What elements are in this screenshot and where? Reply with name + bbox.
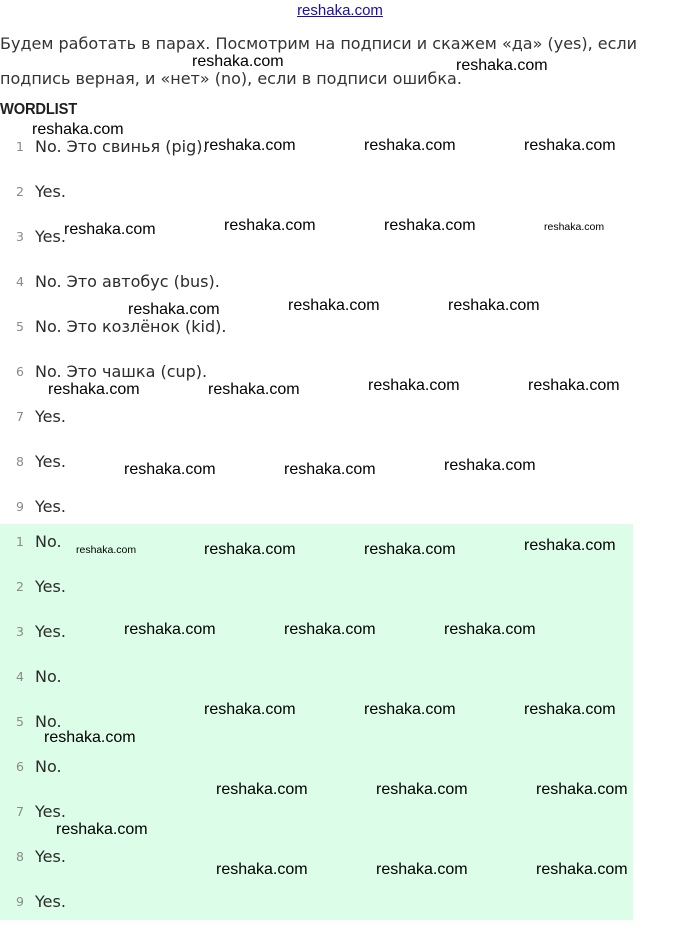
watermark: reshaka.com	[364, 701, 456, 718]
item-number: 1	[16, 139, 24, 154]
list-item	[0, 569, 633, 614]
watermark: reshaka.com	[448, 297, 540, 314]
watermark: reshaka.com	[124, 621, 216, 638]
watermark: reshaka.com	[456, 57, 548, 74]
item-number: 6	[16, 759, 24, 774]
item-number: 7	[16, 409, 24, 424]
list-item	[0, 170, 633, 215]
watermark: reshaka.com	[524, 537, 616, 554]
list-item	[0, 884, 633, 929]
item-number: 3	[16, 624, 24, 639]
watermark: reshaka.com	[536, 861, 628, 878]
item-answer: Yes.	[35, 182, 66, 201]
watermark: reshaka.com	[32, 121, 124, 138]
item-number: 1	[16, 534, 24, 549]
item-number: 9	[16, 499, 24, 514]
item-answer: No. Это автобус (bus).	[35, 272, 220, 291]
item-number: 9	[16, 894, 24, 909]
watermark: reshaka.com	[284, 621, 376, 638]
watermark: reshaka.com	[224, 217, 316, 234]
item-number: 3	[16, 229, 24, 244]
watermark: reshaka.com	[284, 461, 376, 478]
watermark: reshaka.com	[536, 781, 628, 798]
watermark: reshaka.com	[444, 457, 536, 474]
watermark: reshaka.com	[288, 297, 380, 314]
item-answer: No. Это козлёнок (kid).	[35, 317, 227, 336]
watermark: reshaka.com	[128, 301, 220, 318]
item-answer: No.	[35, 712, 62, 731]
watermark: reshaka.com	[524, 701, 616, 718]
wordlist-heading: WORDLIST	[0, 101, 78, 118]
watermark: reshaka.com	[44, 729, 136, 746]
watermark: reshaka.com	[364, 541, 456, 558]
watermark: reshaka.com	[384, 217, 476, 234]
intro-text: Будем работать в парах. Посмотрим на подписи и скажем «да» (yes), если подпись верная, и «нет» (no), если в подписи ошибка.	[0, 34, 638, 88]
item-answer: No.	[35, 532, 62, 551]
item-answer: No. Это чашка (cup).	[35, 362, 208, 381]
watermark: reshaka.com	[204, 701, 296, 718]
watermark: reshaka.com	[544, 221, 605, 233]
watermark: reshaka.com	[204, 137, 296, 154]
item-answer: Yes.	[35, 407, 66, 426]
watermark: reshaka.com	[364, 137, 456, 154]
watermark: reshaka.com	[368, 377, 460, 394]
list-item	[0, 395, 633, 440]
item-number: 5	[16, 319, 24, 334]
watermark: reshaka.com	[524, 137, 616, 154]
item-answer: Yes.	[35, 577, 66, 596]
item-answer: Yes.	[35, 227, 66, 246]
watermark: reshaka.com	[528, 377, 620, 394]
item-answer: No. Это свинья (pig).	[35, 137, 208, 156]
watermark: reshaka.com	[216, 861, 308, 878]
watermark: reshaka.com	[124, 461, 216, 478]
watermark: reshaka.com	[192, 53, 284, 70]
item-answer: Yes.	[35, 892, 66, 911]
item-answer: No.	[35, 667, 62, 686]
item-answer: No.	[35, 757, 62, 776]
item-number: 4	[16, 669, 24, 684]
watermark: reshaka.com	[64, 221, 156, 238]
watermark: reshaka.com	[376, 861, 468, 878]
item-answer: Yes.	[35, 452, 66, 471]
item-answer: Yes.	[35, 847, 66, 866]
watermark: reshaka.com	[208, 381, 300, 398]
item-number: 2	[16, 579, 24, 594]
watermark: reshaka.com	[48, 381, 140, 398]
item-answer: Yes.	[35, 802, 66, 821]
watermark: reshaka.com	[76, 544, 137, 556]
watermark: reshaka.com	[56, 821, 148, 838]
watermark: reshaka.com	[216, 781, 308, 798]
item-number: 8	[16, 454, 24, 469]
watermark: reshaka.com	[376, 781, 468, 798]
watermark: reshaka.com	[444, 621, 536, 638]
item-answer: Yes.	[35, 497, 66, 516]
watermark: reshaka.com	[204, 541, 296, 558]
item-number: 7	[16, 804, 24, 819]
item-number: 4	[16, 274, 24, 289]
site-link[interactable]: reshaka.com	[297, 2, 383, 19]
list-item	[0, 659, 633, 704]
item-number: 2	[16, 184, 24, 199]
item-number: 8	[16, 849, 24, 864]
item-number: 6	[16, 364, 24, 379]
item-number: 5	[16, 714, 24, 729]
item-answer: Yes.	[35, 622, 66, 641]
